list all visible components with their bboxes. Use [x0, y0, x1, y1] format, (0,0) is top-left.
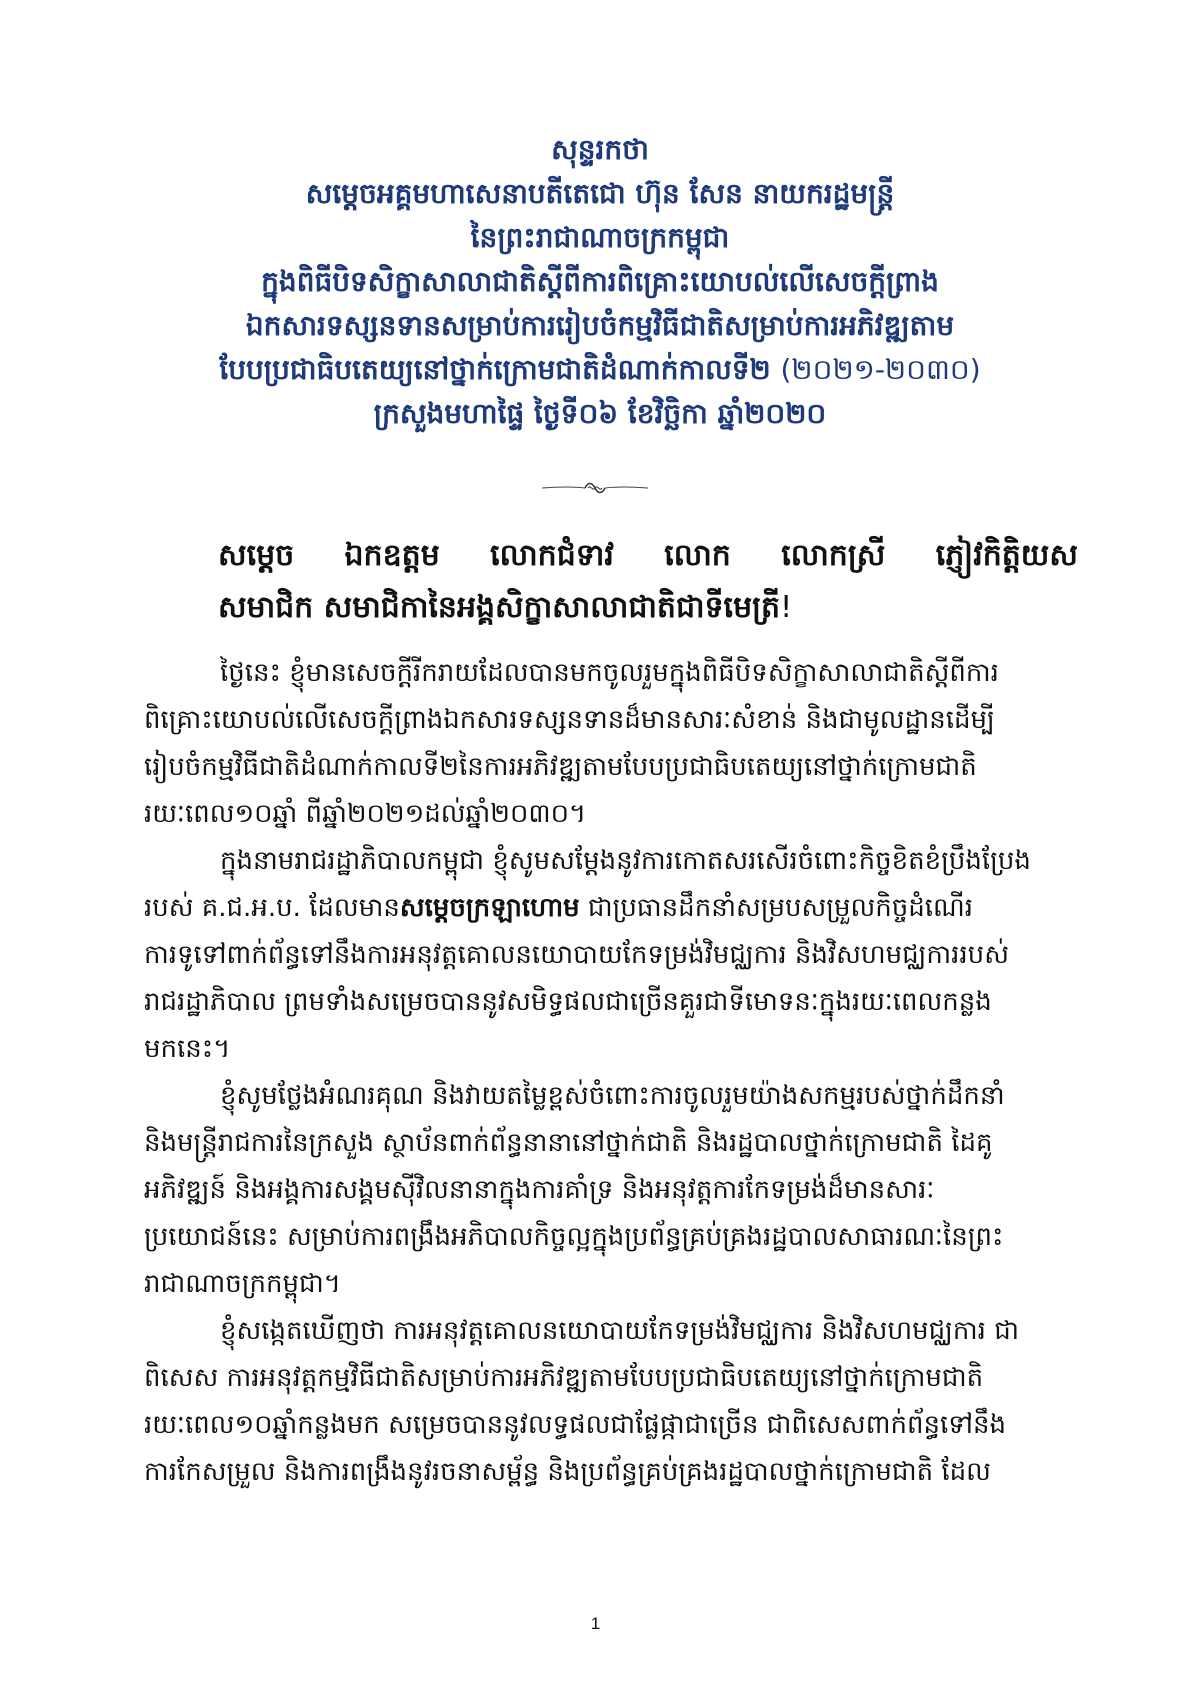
paragraph-line: និងមន្ត្រីរាជការនៃក្រសួង ស្ថាប័នពាក់ព័ន្ធនានានៅថ្នាក់ជាតិ និងរដ្ឋបាលថ្នាក់ក្រោមជាតិ ដៃគូ — [144, 1128, 993, 1158]
title-line-6 — [150, 348, 1050, 392]
paragraph-line: រយៈពេល១០ឆ្នាំកន្លងមក សម្រេចបាននូវលទ្ធផលជាផ្លែផ្កាជាច្រើន ជាពិសេសពាក់ព័ន្ធទៅនឹង — [144, 1410, 1006, 1440]
salutation-word: លោកជំទាវ — [490, 538, 614, 573]
paragraph-line: មកនេះ។ — [144, 1034, 231, 1064]
salutation-word: លោក — [664, 538, 731, 573]
paragraph-4 — [144, 1308, 1084, 1496]
page-number: 1 — [590, 1614, 601, 1633]
speech-title — [150, 128, 1050, 436]
salutation — [218, 530, 1078, 634]
salutation-word: ឯកឧត្តម — [344, 538, 440, 573]
title-line-1: សុន្ទរកថា — [551, 133, 649, 166]
paragraph-line: ខ្ញុំសូមថ្លែងអំណរគុណ និងវាយតម្លៃខ្ពស់ចំពោះការចូលរួមយ៉ាងសកម្មរបស់ថ្នាក់ដឹកនាំ — [220, 1081, 1005, 1111]
salutation-word: លោកស្រី — [781, 538, 886, 573]
paragraph-line: ពិគ្រោះយោបល់លើសេចក្តីព្រាងឯកសារទស្សនទានដ៏មានសារៈសំខាន់ និងជាមូលដ្ឋានដើម្បី — [144, 705, 995, 735]
salutation-line-2-text: សមាជិក សមាជិកានៃអង្គសិក្ខាសាលាជាតិជាទីមេត្រី — [218, 590, 781, 625]
paragraph-line: ពិសេស ការអនុវត្តកម្មវិធីជាតិសម្រាប់ការអភិវឌ្ឍតាមបែបប្រជាធិបតេយ្យនៅថ្នាក់ក្រោមជាតិ — [144, 1363, 984, 1393]
salutation-line-2 — [218, 582, 1078, 634]
title-line-2: សម្តេចអគ្គមហាសេនាបតីតេជោ ហ៊ុន សែន នាយករដ្ឋមន្ត្រី — [305, 177, 895, 210]
paragraph-line: អភិវឌ្ឍន៍ និងអង្គការសង្គមស៊ីវិលនានាក្នុងការគាំទ្រ និងអនុវត្តការកែទម្រង់ដ៏មានសារៈ — [144, 1175, 935, 1205]
ornament-divider-icon — [540, 478, 650, 498]
salutation-line-1 — [218, 530, 1078, 582]
bold-name-text: សម្តេចក្រឡាហោម — [399, 893, 580, 923]
title-line-6-text: បែបប្រជាធិបតេយ្យនៅថ្នាក់ក្រោមជាតិដំណាក់កាលទី២ — [219, 353, 771, 386]
title-line-5: ឯកសារទស្សនទានសម្រាប់ការរៀបចំកម្មវិធីជាតិសម្រាប់ការអភិវឌ្ឍតាម — [245, 309, 955, 342]
salutation-exclamation: ! — [780, 590, 793, 625]
title-line-4: ក្នុងពិធីបិទសិក្ខាសាលាជាតិស្តីពីការពិគ្រោះយោបល់លើសេចក្តីព្រាង — [261, 265, 939, 298]
title-line-3: នៃព្រះរាជាណាចក្រកម្ពុជា — [470, 221, 730, 254]
paragraph-1 — [144, 650, 1084, 838]
paragraph-line: ក្នុងនាមរាជរដ្ឋាភិបាលកម្ពុជា ខ្ញុំសូមសម្តែងនូវការកោតសរសើរចំពោះកិច្ចខិតខំប្រឹងប្រែង — [220, 846, 1031, 876]
paragraph-line: ខ្ញុំសង្កេតឃើញថា ការអនុវត្តគោលនយោបាយកែទម្រង់វិមជ្ឈការ និងវិសហមជ្ឈការ ជា — [220, 1316, 1019, 1346]
paragraph-text: ជាប្រធានដឹកនាំសម្របសម្រួលកិច្ចដំណើរ — [579, 893, 973, 923]
paragraph-line: ការទូទៅពាក់ព័ន្ធទៅនឹងការអនុវត្តគោលនយោបាយកែទម្រង់វិមជ្ឈការ និងវិសហមជ្ឈការរបស់ — [144, 940, 1009, 970]
paragraph-text: របស់ គ.ជ.អ.ប. ដែលមាន — [144, 893, 400, 923]
paragraph-line: ថ្ងៃនេះ ខ្ញុំមានសេចក្តីរីករាយដែលបានមកចូលរួមក្នុងពិធីបិទសិក្ខាសាលាជាតិស្តីពីការ — [220, 658, 999, 688]
paragraph-line: រយៈពេល១០ឆ្នាំ ពីឆ្នាំ២០២១ដល់ឆ្នាំ២០៣០។ — [144, 799, 587, 829]
paragraph-line — [144, 885, 1084, 932]
title-line-7: ក្រសួងមហាផ្ទៃ ថ្ងៃទី០៦ ខែវិច្ឆិកា ឆ្នាំ២០២០ — [373, 397, 827, 430]
speech-body — [144, 650, 1084, 1496]
paragraph-line: រាជរដ្ឋាភិបាល ព្រមទាំងសម្រេចបាននូវសមិទ្ធផលជាច្រើនគួរជាទីមោទនៈក្នុងរយៈពេលកន្លង — [144, 987, 992, 1017]
paragraph-line: រាជាណាចក្រកម្ពុជា។ — [144, 1269, 341, 1299]
paragraph-line: ការកែសម្រួល និងការពង្រឹងនូវរចនាសម្ព័ន្ធ និងប្រព័ន្ធគ្រប់គ្រងរដ្ឋបាលថ្នាក់ក្រោមជាតិ ដែល — [144, 1457, 991, 1487]
paragraph-line: ប្រយោជន៍នេះ សម្រាប់ការពង្រឹងអភិបាលកិច្ចល្អក្នុងប្រព័ន្ធគ្រប់គ្រងរដ្ឋបាលសាធារណៈនៃព្រះ — [144, 1222, 1004, 1252]
title-years: (២០២១-២០៣០) — [780, 353, 981, 386]
paragraph-2 — [144, 838, 1084, 1073]
salutation-word: សម្តេច — [218, 538, 295, 573]
paragraph-3 — [144, 1073, 1084, 1308]
salutation-word: ភ្ញៀវកិត្តិយស — [935, 538, 1078, 573]
paragraph-line: រៀបចំកម្មវិធីជាតិដំណាក់កាលទី២នៃការអភិវឌ្ឍតាមបែបប្រជាធិបតេយ្យនៅថ្នាក់ក្រោមជាតិ — [144, 752, 977, 782]
